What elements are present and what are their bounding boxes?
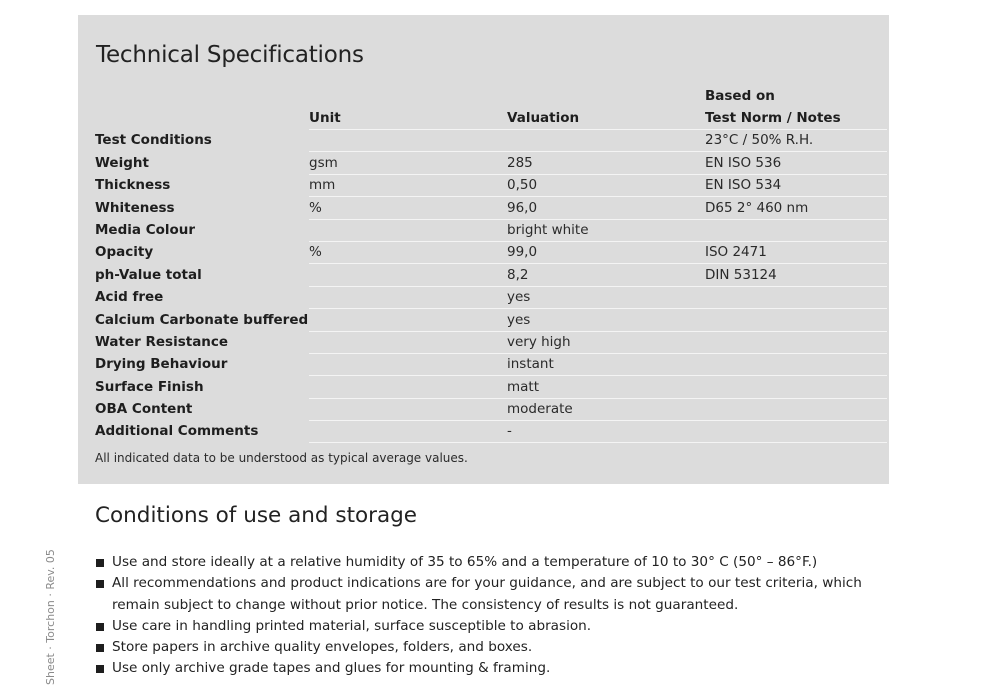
property-name: Surface Finish bbox=[95, 378, 204, 395]
norm-cell bbox=[705, 219, 887, 241]
table-row bbox=[95, 152, 887, 174]
list-item-text: All recommendations and product indications are for your guidance, and are subject to our test criteria, which remain subject to change without prior notice. The consistency of results is not guaranteed. bbox=[112, 575, 862, 613]
header-norm-line1: Based on bbox=[705, 88, 775, 104]
table-row bbox=[95, 197, 887, 219]
value-cell: yes bbox=[507, 286, 705, 308]
property-name: Whiteness bbox=[95, 199, 175, 216]
norm-cell: D65 2° 460 nm bbox=[705, 197, 887, 219]
unit-cell: % bbox=[309, 241, 507, 263]
square-bullet-icon bbox=[96, 559, 104, 567]
value-cell: 285 bbox=[507, 152, 705, 174]
unit-cell bbox=[309, 398, 507, 420]
conditions-list bbox=[95, 552, 895, 680]
property-name: Thickness bbox=[95, 177, 171, 194]
value-cell: - bbox=[507, 421, 705, 443]
property-name: Drying Behaviour bbox=[95, 356, 228, 373]
table-row bbox=[95, 309, 887, 331]
table-row bbox=[95, 353, 887, 375]
header-spacer bbox=[95, 85, 309, 107]
list-item bbox=[95, 658, 895, 679]
header-spacer bbox=[309, 85, 507, 107]
header-spacer bbox=[95, 107, 309, 130]
norm-cell bbox=[705, 286, 887, 308]
unit-cell: mm bbox=[309, 174, 507, 196]
value-cell: moderate bbox=[507, 398, 705, 420]
norm-cell bbox=[705, 376, 887, 398]
value-cell: matt bbox=[507, 376, 705, 398]
table-row bbox=[95, 286, 887, 308]
header-norm-line2: Test Norm / Notes bbox=[705, 110, 841, 126]
list-item-text: Store papers in archive quality envelopes, folders, and boxes. bbox=[112, 639, 533, 656]
value-cell: very high bbox=[507, 331, 705, 353]
value-cell: instant bbox=[507, 353, 705, 375]
value-cell: 0,50 bbox=[507, 174, 705, 196]
header-valuation: Valuation bbox=[507, 110, 580, 126]
square-bullet-icon bbox=[96, 580, 104, 588]
norm-cell bbox=[705, 398, 887, 420]
unit-cell bbox=[309, 219, 507, 241]
property-name: Water Resistance bbox=[95, 333, 229, 350]
unit-cell bbox=[309, 376, 507, 398]
table-row bbox=[95, 376, 887, 398]
list-item-text: Use only archive grade tapes and glues for mounting & framing. bbox=[112, 660, 551, 677]
table-row bbox=[95, 264, 887, 286]
property-name: OBA Content bbox=[95, 401, 193, 418]
header-spacer bbox=[507, 85, 705, 107]
spec-footnote: All indicated data to be understood as typical average values. bbox=[95, 451, 468, 465]
list-item-text: Use and store ideally at a relative humidity of 35 to 65% and a temperature of 10 to 30° C (50° – 86°F.) bbox=[112, 554, 818, 570]
table-row bbox=[95, 130, 887, 152]
norm-cell: EN ISO 534 bbox=[705, 174, 887, 196]
norm-cell bbox=[705, 421, 887, 443]
unit-cell: gsm bbox=[309, 152, 507, 174]
value-cell: bright white bbox=[507, 219, 705, 241]
square-bullet-icon bbox=[96, 623, 104, 631]
table-row bbox=[95, 421, 887, 443]
conditions-title: Conditions of use and storage bbox=[95, 503, 418, 528]
value-cell: yes bbox=[507, 309, 705, 331]
value-cell: 99,0 bbox=[507, 241, 705, 263]
norm-cell bbox=[705, 309, 887, 331]
property-name: Acid free bbox=[95, 289, 164, 306]
norm-cell: EN ISO 536 bbox=[705, 152, 887, 174]
value-cell bbox=[507, 130, 705, 152]
square-bullet-icon bbox=[96, 665, 104, 673]
header-unit: Unit bbox=[309, 110, 341, 126]
list-item-text: Use care in handling printed material, surface susceptible to abrasion. bbox=[112, 617, 592, 634]
value-cell: 8,2 bbox=[507, 264, 705, 286]
norm-cell bbox=[705, 353, 887, 375]
list-item bbox=[95, 552, 895, 573]
unit-cell bbox=[309, 421, 507, 443]
property-name: ph-Value total bbox=[95, 266, 202, 283]
unit-cell bbox=[309, 264, 507, 286]
table-row bbox=[95, 398, 887, 420]
norm-cell bbox=[705, 331, 887, 353]
property-name: Weight bbox=[95, 154, 149, 171]
square-bullet-icon bbox=[96, 644, 104, 652]
property-name: Additional Comments bbox=[95, 423, 259, 440]
property-name: Test Conditions bbox=[95, 132, 212, 149]
spec-title: Technical Specifications bbox=[96, 42, 364, 68]
table-row bbox=[95, 219, 887, 241]
list-item bbox=[95, 616, 895, 637]
table-row bbox=[95, 331, 887, 353]
unit-cell bbox=[309, 130, 507, 152]
unit-cell bbox=[309, 353, 507, 375]
property-name: Calcium Carbonate buffered bbox=[95, 311, 309, 328]
property-name: Media Colour bbox=[95, 221, 196, 238]
unit-cell bbox=[309, 286, 507, 308]
list-item bbox=[95, 637, 895, 658]
technical-specifications-panel bbox=[78, 15, 889, 484]
unit-cell: % bbox=[309, 197, 507, 219]
norm-cell: ISO 2471 bbox=[705, 241, 887, 263]
side-revision-label: Sheet · Torchon · Rev. 05 bbox=[44, 549, 57, 685]
value-cell: 96,0 bbox=[507, 197, 705, 219]
spec-table bbox=[95, 85, 887, 443]
norm-cell: 23°C / 50% R.H. bbox=[705, 130, 887, 152]
unit-cell bbox=[309, 331, 507, 353]
property-name: Opacity bbox=[95, 244, 154, 261]
table-row bbox=[95, 241, 887, 263]
list-item bbox=[95, 573, 895, 616]
unit-cell bbox=[309, 309, 507, 331]
norm-cell: DIN 53124 bbox=[705, 264, 887, 286]
table-row bbox=[95, 174, 887, 196]
